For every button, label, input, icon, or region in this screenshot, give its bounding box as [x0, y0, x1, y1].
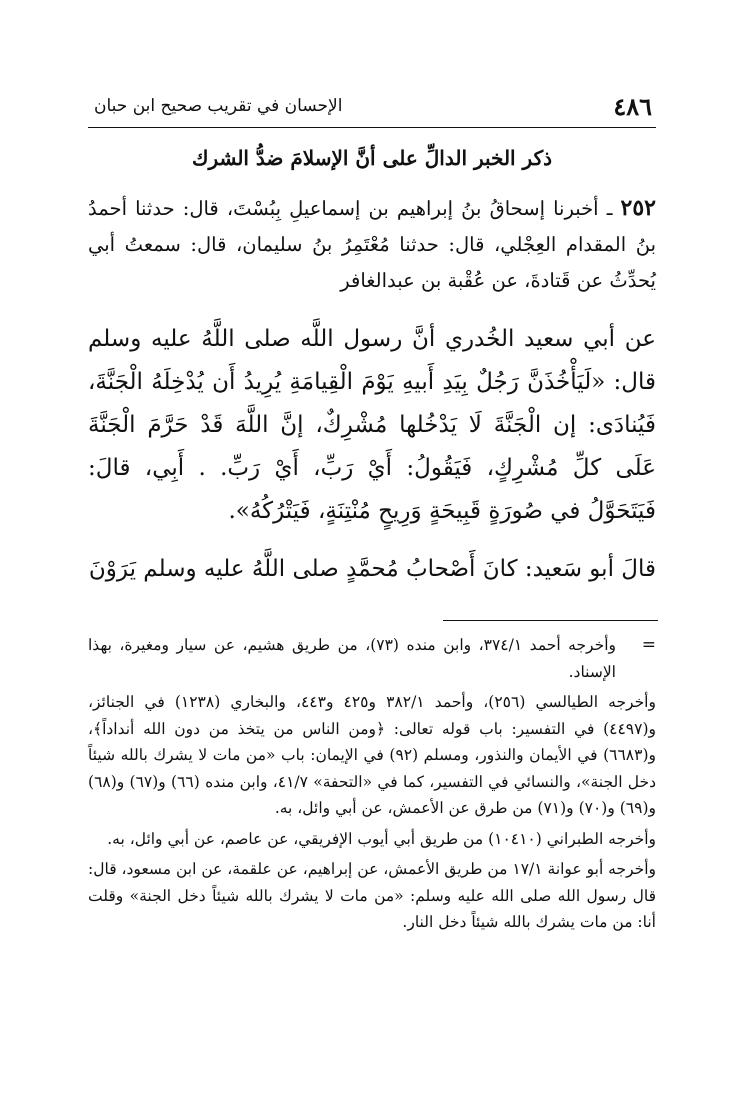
- hadith-number: ٢٥٢: [620, 195, 656, 221]
- page-number: ٤٨٦: [613, 92, 652, 121]
- hadith-text: عن أبي سعيد الخُدري أنَّ رسول اللَّه صلى اللَّهُ عليه وسلم قال: «لَيَأْخُذَنَّ رَجُلٌ بِيَدِ أَبيهِ يَوْمَ الْقِيامَةِ يُرِيدُ أَن يُدْخِلَهُ الْجَنَّةَ، فَيُنادَى: إن الْجَنَّةَ لَا يَدْخُلها مُشْرِكٌ، إنَّ اللَّهَ قَدْ حَرَّمَ الْجَنَّةَ عَلَى كلِّ مُشْرِكٍ، فَيَقُولُ: أَيْ رَبِّ، أَيْ رَبِّ. . أَبِي، قالَ: فَيَتَحَوَّلُ في صُورَةٍ قَبِيحَةٍ وَرِيحٍ مُنْتِنَةٍ، فَيَتْرُكُهُ».: [88, 326, 656, 524]
- header-rule: [88, 127, 656, 128]
- hadith-chain: [88, 190, 656, 299]
- footnote-paragraph: وأخرجه أبو عوانة ١٧/١ من طريق الأعمش، عن إبراهيم، عن علقمة، عن ابن مسعود، قال: قال رسول الله صلى الله عليه وسلم: «من مات لا يشرك بالله شيئاً دخل الجنة» وقلت أنا: من مات يشرك بالله شيئاً دخل النار.: [87, 860, 656, 931]
- footnote-rule: [443, 620, 658, 621]
- footnote-paragraph: وأخرجه الطبراني (١٠٤١٠) من طريق أبي أيوب الإفريقي، عن عاصم، عن أبي وائل، به.: [107, 829, 656, 848]
- footnote-paragraph: وأخرجه الطيالسي (٢٥٦)، وأحمد ٣٨٢/١ و٤٢٥ و٤٤٣، والبخاري (١٢٣٨) في الجنائز، و(٤٤٩٧) في التفسير: باب قوله تعالى: ﴿ومن الناس من يتخذ من دون الله أنداداً﴾، و(٦٦٨٣) في الأيمان والنذور، ومسلم (٩٢) في الإيمان: باب «من مات لا يشرك بالله شيئاً دخل الجنة»، والنسائي في التفسير، كما في «التحفة» ٤١/٧، وابن منده (٦٦) و(٦٧) و(٦٨) و(٦٩) و(٧٠) و(٧١) من طرق عن الأعمش، عن أبي وائل، به.: [88, 693, 656, 817]
- hadith-text-continuation: قالَ أبو سَعيد: كانَ أَصْحابُ مُحمَّدٍ صلى اللَّهُ عليه وسلم يَرَوْنَ: [88, 556, 656, 582]
- footnote-paragraph: [88, 632, 656, 685]
- footnotes: [88, 632, 656, 940]
- hadith-sanad-text: ـ أخبرنا إسحاقُ بنُ إبراهيم بن إسماعيلِ بِبُسْتَ، قال: حدثنا أحمدُ بنُ المقدام العِجْلي، قال: حدثنا مُعْتَمِرُ بنُ سليمان، قال: سمعتُ أبي يُحدِّثُ عن قَتادةَ، عن عُقْبة بن عبدالغافر: [88, 197, 656, 292]
- continuation-marker: =: [641, 635, 656, 655]
- running-title: الإحسان في تقريب صحيح ابن حبان: [94, 96, 343, 116]
- page-header: [88, 86, 656, 126]
- section-heading: ذكر الخبر الدالِّ على أنَّ الإسلامَ ضدُّ الشرك: [191, 146, 553, 170]
- footnote-text: وأخرجه أحمد ٣٧٤/١، وابن منده (٧٣)، من طريق هشيم، عن سيار ومغيرة، بهذا الإسناد.: [88, 636, 616, 681]
